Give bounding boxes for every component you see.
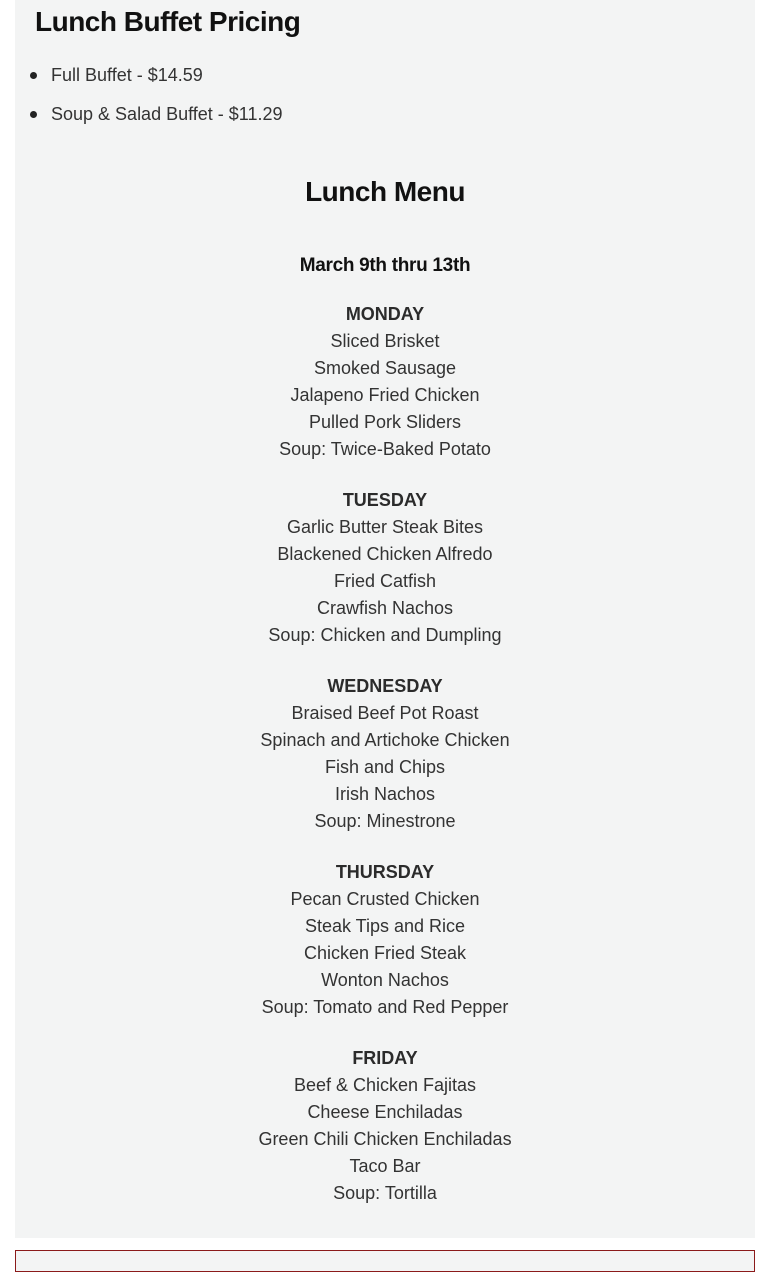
day-friday (15, 1045, 755, 1231)
bullet-icon (30, 111, 37, 118)
dish-item: Crawfish Nachos (316, 598, 454, 618)
pricing-item-soup-salad (15, 95, 283, 134)
pricing-list (15, 56, 283, 134)
days-list (15, 301, 755, 1231)
pricing-item-label: Full Buffet - $14.59 (51, 65, 203, 85)
day-tuesday (15, 487, 755, 673)
dish-item: Taco Bar (349, 1156, 421, 1176)
dish-item: Sliced Brisket (330, 331, 440, 351)
dish-item: Fish and Chips (324, 757, 446, 777)
dish-item: Pecan Crusted Chicken (290, 889, 480, 909)
next-section-box (15, 1250, 755, 1272)
menu-title: Lunch Menu (305, 176, 465, 207)
dish-item: Fried Catfish (333, 571, 437, 591)
dish-item: Smoked Sausage (313, 358, 457, 378)
day-thursday (15, 859, 755, 1045)
day-name: MONDAY (345, 304, 425, 324)
pricing-item-full-buffet (15, 56, 283, 95)
day-name: TUESDAY (342, 490, 428, 510)
soup-item: Soup: Tortilla (333, 1183, 437, 1203)
dish-item: Garlic Butter Steak Bites (286, 517, 484, 537)
day-wednesday (15, 673, 755, 859)
day-name: WEDNESDAY (327, 676, 443, 696)
day-name: FRIDAY (352, 1048, 418, 1068)
pricing-item-label: Soup & Salad Buffet - $11.29 (51, 104, 283, 124)
dish-item: Green Chili Chicken Enchiladas (258, 1129, 512, 1149)
pricing-title: Lunch Buffet Pricing (35, 6, 301, 37)
soup-item: Soup: Chicken and Dumpling (268, 625, 502, 645)
dish-item: Irish Nachos (334, 784, 436, 804)
date-range: March 9th thru 13th (299, 255, 471, 276)
day-name: THURSDAY (335, 862, 435, 882)
soup-item: Soup: Twice-Baked Potato (279, 439, 491, 459)
dish-item: Spinach and Artichoke Chicken (260, 730, 510, 750)
dish-item: Pulled Pork Sliders (308, 412, 462, 432)
dish-item: Braised Beef Pot Roast (291, 703, 479, 723)
dish-item: Jalapeno Fried Chicken (290, 385, 480, 405)
menu-panel (15, 0, 755, 1238)
bullet-icon (30, 72, 37, 79)
dish-item: Wonton Nachos (321, 970, 449, 990)
soup-item: Soup: Tomato and Red Pepper (261, 997, 509, 1017)
dish-item: Blackened Chicken Alfredo (277, 544, 493, 564)
dish-item: Cheese Enchiladas (307, 1102, 463, 1122)
dish-item: Beef & Chicken Fajitas (293, 1075, 477, 1095)
day-monday (15, 301, 755, 487)
dish-item: Chicken Fried Steak (303, 943, 467, 963)
dish-item: Steak Tips and Rice (304, 916, 466, 936)
soup-item: Soup: Minestrone (314, 811, 456, 831)
